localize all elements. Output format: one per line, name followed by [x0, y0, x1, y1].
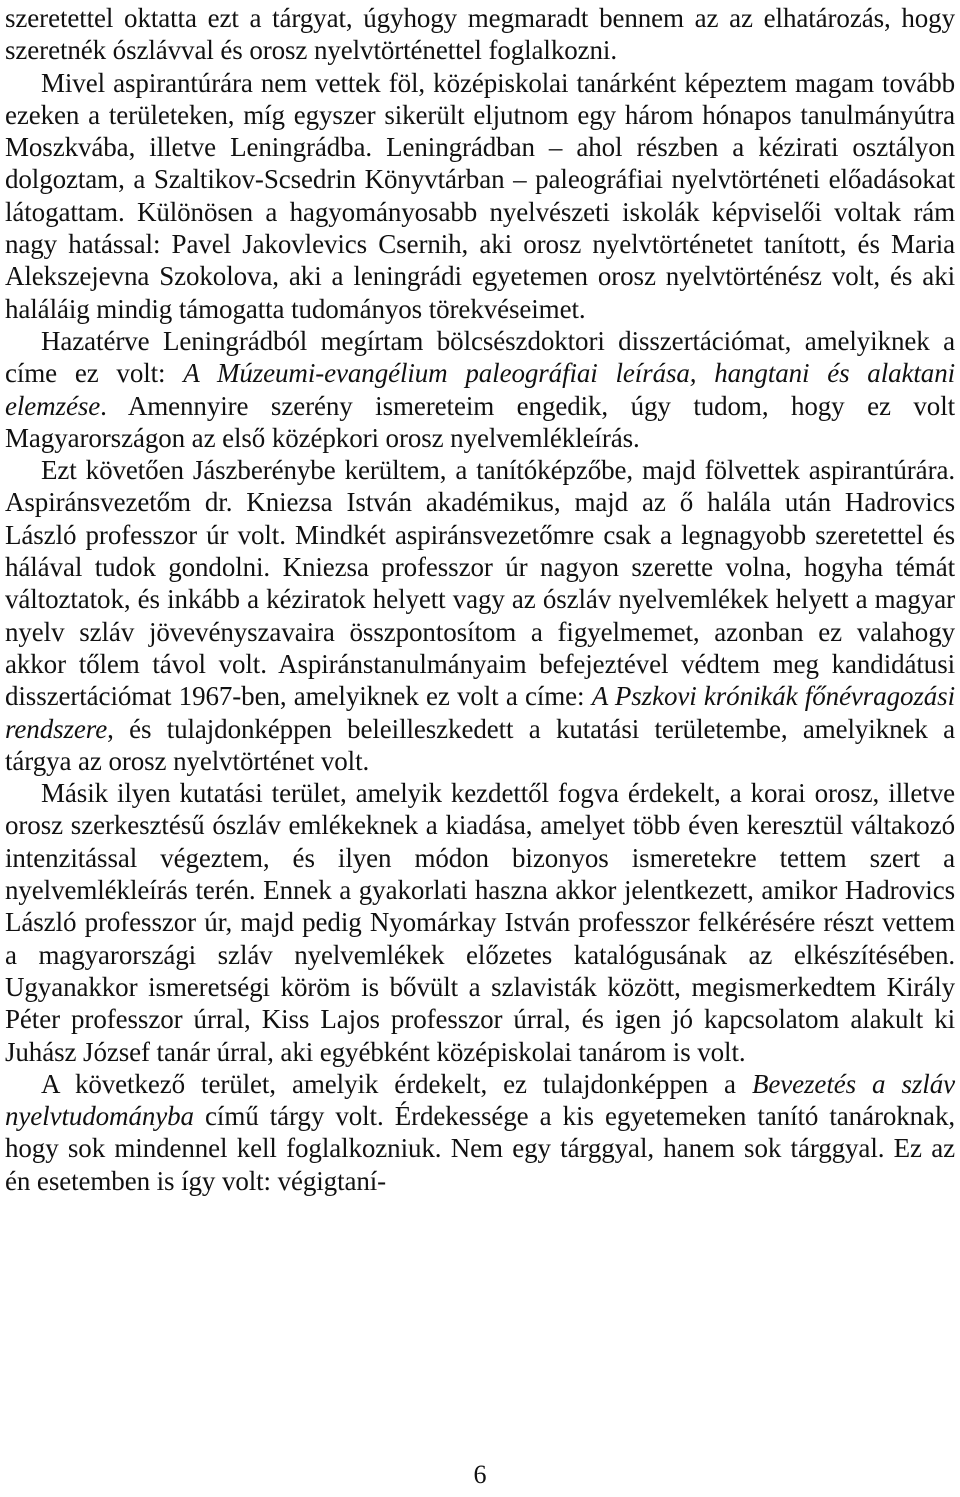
paragraph-text: Másik ilyen kutatási terület, amelyik kezdettől fogva érdekelt, a korai orosz, illetve orosz szerkesztésű ószláv emlékeknek a kiadása, amelyet több éven keresztül váltakozó intenzitással végeztem, és ilyen módon bizonyos ismeretekre tettem szert a nyelvemlékleírás terén. Ennek a gyakorlati haszna akkor jelentkezett, amikor Hadrovics László professzor úr, majd pedig Nyomárkay István professzor felkérésére részt vettem a magyarországi szláv nyelvemlékek előzetes katalógusának az elkészítésében. Ugyanakkor ismeretségi köröm is bővült a szlavisták között, megismerkedtem Király Péter professzor úrral, Kiss Lajos professzor úrral, és igen jó kapcsolatom alakult ki Juhász József tanár úrral, aki egyébként középiskolai tanárom is volt. — [5, 778, 955, 1067]
paragraph — [5, 2, 955, 67]
paragraph-text: Mivel aspirantúrára nem vettek föl, középiskolai tanárként képeztem magam tovább ezeken a területeken, míg egyszer sikerült eljutnom egy három hónapos tanulmányútra Moszkvába, illetve Leningrádba. Leningrádban – ahol részben a kézirati osztályon dolgoztam, a Szaltikov-Scsedrin Könyvtárban – paleográfiai nyelvtörténeti előadásokat látogattam. Különösen a hagyományosabb nyelvészeti iskolák képviselői voltak rám nagy hatással: Pavel Jakovlevics Csernih, aki orosz nyelvtörténetet tanított, és Maria Alekszejevna Szokolova, aki a leningrádi egyetemen orosz nyelvtörténész volt, és aki haláláig mindig támogatta tudományos törekvéseimet. — [5, 67, 955, 324]
paragraph-text: Ezt követően Jászberénybe kerültem, a tanítóképzőbe, majd fölvettek aspirantúrára. Aspiránsvezetőm dr. Kniezsa István akadémikus, majd az ő halála után Hadrovics László professzor úr volt. Mindkét aspiránsvezetőmre csak a legnagyobb szeretettel és hálával tudok gondolni. Kniezsa professzor úr nagyon szerette volna, hogyha témát változtatok, és inkább a kéziratok helyett vagy az ószláv nyelvemlékek helyett a magyar nyelv szláv jövevényszavaira összpontosítom a figyelmemet, azonban ez valahogy akkor tőlem távol volt. Aspiránstanulmányaim befejeztével védtem meg kandidátusi disszertációmat 1967-ben, amelyiknek ez volt a címe: — [5, 455, 955, 712]
paragraph-text: Hazatérve Leningrádból megírtam bölcsészdoktori disszertációmat, amelyiknek a címe ez volt: — [5, 325, 955, 389]
page-number: 6 — [473, 1460, 487, 1489]
paragraph — [5, 1068, 955, 1197]
paragraph — [5, 67, 955, 325]
paragraph-text: , és tulajdonképpen beleilleszkedett a kutatási területembe, amelyiknek a tárgya az orosz nyelvtörténet volt. — [5, 713, 955, 776]
paragraph — [5, 777, 955, 1068]
paragraph — [5, 454, 955, 777]
paragraph — [5, 325, 955, 454]
paragraph-text: című tárgy volt. Érdekessége a kis egyetemeken tanító tanároknak, hogy sok mindennel kell foglalkozniuk. Nem egy tárggyal, hanem sok tárggyal. Ez az én esetemben is így volt: végigtaní- — [5, 1101, 955, 1196]
dissertation-title: A Pszkovi krónikák főnévragozási rendszere — [5, 681, 955, 744]
paragraph-text: A következő terület, amelyik érdekelt, ez tulajdonképpen a — [41, 1068, 752, 1099]
dissertation-title: A Múzeumi-evangélium paleográfiai leírása, hangtani és alaktani elemzése — [5, 358, 955, 421]
paragraph-text: . Amennyire szerény ismereteim engedik, úgy tudom, hogy ez volt Magyarországon az első középkori orosz nyelvemlékleírás. — [5, 390, 955, 453]
course-title: Bevezetés a szláv nyelvtudományba — [5, 1068, 955, 1132]
paragraph-text: szeretettel oktatta ezt a tárgyat, úgyhogy megmaradt bennem az az elhatározás, hogy szeretnék ószlávval és orosz nyelvtörténettel foglalkozni. — [5, 3, 955, 66]
document-page — [5, 2, 955, 1197]
